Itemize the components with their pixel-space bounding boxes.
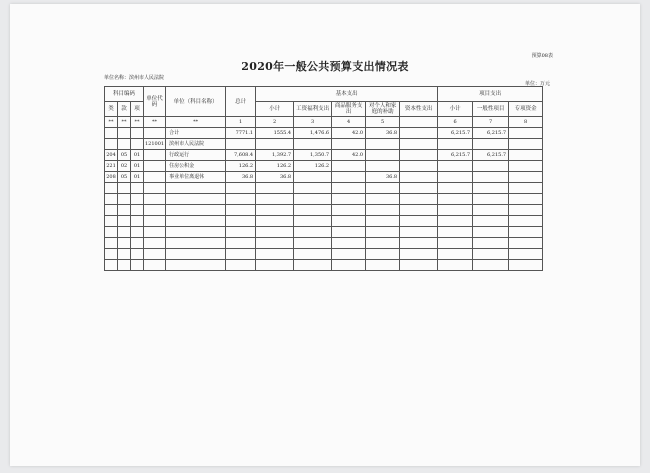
cell-code: 121001 bbox=[144, 139, 166, 150]
empty-cell bbox=[131, 183, 144, 194]
header-personal: 对个人和家庭的补助 bbox=[366, 102, 400, 117]
empty-cell bbox=[366, 194, 400, 205]
empty-cell bbox=[166, 238, 226, 249]
empty-cell bbox=[226, 194, 256, 205]
empty-cell bbox=[509, 238, 543, 249]
cell-subtotal bbox=[256, 139, 294, 150]
empty-cell bbox=[131, 205, 144, 216]
empty-cell bbox=[256, 249, 294, 260]
empty-cell bbox=[438, 194, 473, 205]
index-cell: 7 bbox=[473, 117, 509, 128]
header-project-subtotal: 小计 bbox=[438, 102, 473, 117]
cell-total: 36.8 bbox=[226, 172, 256, 183]
empty-cell bbox=[366, 249, 400, 260]
cell-p-general: 6,215.7 bbox=[473, 150, 509, 161]
empty-cell bbox=[366, 216, 400, 227]
empty-cell bbox=[332, 183, 366, 194]
empty-cell bbox=[226, 205, 256, 216]
empty-cell bbox=[118, 238, 131, 249]
cell-p-subtotal bbox=[438, 161, 473, 172]
empty-cell bbox=[166, 260, 226, 271]
cell-capital bbox=[400, 128, 438, 139]
empty-cell bbox=[131, 216, 144, 227]
empty-cell bbox=[400, 249, 438, 260]
empty-cell bbox=[105, 205, 118, 216]
cell-wages: 126.2 bbox=[294, 161, 332, 172]
cell-subtotal: 126.2 bbox=[256, 161, 294, 172]
empty-cell bbox=[332, 216, 366, 227]
cell-p-subtotal bbox=[438, 172, 473, 183]
cell-code bbox=[144, 128, 166, 139]
index-cell: 3 bbox=[294, 117, 332, 128]
empty-cell bbox=[332, 205, 366, 216]
page-title: 2020年一般公共预算支出情况表 bbox=[241, 60, 409, 73]
empty-cell bbox=[438, 216, 473, 227]
empty-cell bbox=[118, 205, 131, 216]
cell-goods bbox=[332, 161, 366, 172]
index-cell bbox=[400, 117, 438, 128]
empty-cell bbox=[400, 183, 438, 194]
empty-cell bbox=[473, 249, 509, 260]
empty-cell bbox=[473, 216, 509, 227]
form-tag: 预算08表 bbox=[531, 53, 553, 59]
cell-p-special bbox=[509, 150, 543, 161]
empty-cell bbox=[131, 238, 144, 249]
empty-cell bbox=[509, 249, 543, 260]
empty-cell bbox=[256, 205, 294, 216]
empty-cell bbox=[226, 260, 256, 271]
empty-cell bbox=[400, 260, 438, 271]
cell-capital bbox=[400, 150, 438, 161]
cell-wages: 1,476.6 bbox=[294, 128, 332, 139]
empty-cell bbox=[226, 238, 256, 249]
empty-row bbox=[105, 260, 543, 271]
empty-cell bbox=[294, 238, 332, 249]
cell-lei bbox=[105, 139, 118, 150]
cell-code bbox=[144, 150, 166, 161]
empty-row bbox=[105, 249, 543, 260]
empty-cell bbox=[105, 183, 118, 194]
cell-subtotal: 1555.4 bbox=[256, 128, 294, 139]
empty-cell bbox=[332, 260, 366, 271]
empty-cell bbox=[256, 260, 294, 271]
budget-table bbox=[104, 86, 543, 271]
empty-row bbox=[105, 238, 543, 249]
cell-kuan bbox=[118, 128, 131, 139]
empty-cell bbox=[438, 260, 473, 271]
cell-kuan: 05 bbox=[118, 150, 131, 161]
empty-cell bbox=[294, 260, 332, 271]
cell-wages bbox=[294, 172, 332, 183]
empty-cell bbox=[105, 238, 118, 249]
empty-cell bbox=[509, 183, 543, 194]
empty-cell bbox=[438, 238, 473, 249]
cell-p-special bbox=[509, 128, 543, 139]
cell-name: 住房公积金 bbox=[166, 161, 226, 172]
empty-cell bbox=[366, 183, 400, 194]
table-row bbox=[105, 172, 543, 183]
empty-cell bbox=[366, 205, 400, 216]
header-kuan: 款 bbox=[118, 102, 131, 117]
cell-personal bbox=[366, 139, 400, 150]
empty-cell bbox=[144, 205, 166, 216]
empty-row bbox=[105, 183, 543, 194]
cell-xiang bbox=[131, 139, 144, 150]
unit-name: 单位名称：滨州市人民法院 bbox=[104, 75, 165, 81]
empty-cell bbox=[400, 194, 438, 205]
cell-kuan: 05 bbox=[118, 172, 131, 183]
cell-wages bbox=[294, 139, 332, 150]
empty-cell bbox=[400, 205, 438, 216]
cell-total: 7,608.4 bbox=[226, 150, 256, 161]
empty-cell bbox=[473, 183, 509, 194]
empty-cell bbox=[166, 205, 226, 216]
cell-kuan: 02 bbox=[118, 161, 131, 172]
table-row bbox=[105, 139, 543, 150]
empty-cell bbox=[400, 227, 438, 238]
empty-cell bbox=[105, 216, 118, 227]
empty-cell bbox=[118, 249, 131, 260]
empty-cell bbox=[438, 249, 473, 260]
header-unit-name: 单位（科目名称） bbox=[166, 87, 226, 117]
empty-cell bbox=[166, 249, 226, 260]
empty-cell bbox=[294, 205, 332, 216]
header-wages: 工资福利支出 bbox=[294, 102, 332, 117]
empty-cell bbox=[332, 227, 366, 238]
index-cell: 8 bbox=[509, 117, 543, 128]
header-special-funds: 专项资金 bbox=[509, 102, 543, 117]
empty-cell bbox=[400, 238, 438, 249]
cell-total: 126.2 bbox=[226, 161, 256, 172]
index-cell: 1 bbox=[226, 117, 256, 128]
cell-xiang: 01 bbox=[131, 161, 144, 172]
cell-code bbox=[144, 161, 166, 172]
cell-p-special bbox=[509, 172, 543, 183]
header-project: 项目支出 bbox=[438, 87, 543, 102]
empty-cell bbox=[366, 260, 400, 271]
index-cell: ** bbox=[118, 117, 131, 128]
currency-unit: 单位：万元 bbox=[524, 81, 550, 87]
empty-cell bbox=[144, 216, 166, 227]
cell-personal bbox=[366, 150, 400, 161]
empty-cell bbox=[131, 249, 144, 260]
empty-cell bbox=[332, 238, 366, 249]
header-goods: 商品服务支出 bbox=[332, 102, 366, 117]
empty-cell bbox=[226, 183, 256, 194]
index-cell: ** bbox=[166, 117, 226, 128]
empty-cell bbox=[105, 260, 118, 271]
empty-cell bbox=[256, 238, 294, 249]
empty-cell bbox=[256, 227, 294, 238]
cell-kuan bbox=[118, 139, 131, 150]
cell-xiang: 01 bbox=[131, 172, 144, 183]
index-cell: ** bbox=[144, 117, 166, 128]
index-cell: 6 bbox=[438, 117, 473, 128]
empty-cell bbox=[144, 249, 166, 260]
table-row bbox=[105, 161, 543, 172]
cell-lei bbox=[105, 128, 118, 139]
cell-capital bbox=[400, 161, 438, 172]
empty-cell bbox=[473, 260, 509, 271]
empty-cell bbox=[226, 216, 256, 227]
cell-wages: 1,350.7 bbox=[294, 150, 332, 161]
cell-p-general: 6,215.7 bbox=[473, 128, 509, 139]
empty-cell bbox=[473, 194, 509, 205]
cell-capital bbox=[400, 172, 438, 183]
cell-lei: 204 bbox=[105, 150, 118, 161]
index-cell: 5 bbox=[366, 117, 400, 128]
cell-capital bbox=[400, 139, 438, 150]
empty-cell bbox=[473, 238, 509, 249]
index-row bbox=[105, 117, 543, 128]
cell-goods bbox=[332, 172, 366, 183]
empty-cell bbox=[294, 194, 332, 205]
cell-personal: 36.8 bbox=[366, 128, 400, 139]
cell-name: 行政运行 bbox=[166, 150, 226, 161]
empty-cell bbox=[144, 227, 166, 238]
empty-cell bbox=[105, 249, 118, 260]
empty-cell bbox=[332, 249, 366, 260]
cell-goods bbox=[332, 139, 366, 150]
empty-cell bbox=[226, 227, 256, 238]
empty-cell bbox=[294, 216, 332, 227]
cell-subtotal: 1,392.7 bbox=[256, 150, 294, 161]
cell-p-subtotal: 6,215.7 bbox=[438, 150, 473, 161]
empty-cell bbox=[294, 249, 332, 260]
empty-cell bbox=[144, 194, 166, 205]
cell-name: 事业单位离退休 bbox=[166, 172, 226, 183]
index-cell: 4 bbox=[332, 117, 366, 128]
header-lei: 类 bbox=[105, 102, 118, 117]
empty-cell bbox=[294, 183, 332, 194]
cell-personal bbox=[366, 161, 400, 172]
empty-cell bbox=[400, 216, 438, 227]
empty-cell bbox=[509, 216, 543, 227]
empty-cell bbox=[256, 194, 294, 205]
cell-subtotal: 36.8 bbox=[256, 172, 294, 183]
empty-cell bbox=[509, 260, 543, 271]
empty-row bbox=[105, 216, 543, 227]
empty-cell bbox=[366, 238, 400, 249]
cell-xiang: 01 bbox=[131, 150, 144, 161]
empty-cell bbox=[118, 216, 131, 227]
empty-cell bbox=[366, 227, 400, 238]
empty-cell bbox=[294, 227, 332, 238]
cell-name: 滨州市人民法院 bbox=[166, 139, 226, 150]
empty-cell bbox=[118, 194, 131, 205]
index-cell: ** bbox=[131, 117, 144, 128]
empty-cell bbox=[105, 194, 118, 205]
empty-cell bbox=[438, 183, 473, 194]
empty-cell bbox=[131, 260, 144, 271]
empty-cell bbox=[166, 216, 226, 227]
table-row bbox=[105, 128, 543, 139]
empty-cell bbox=[166, 194, 226, 205]
cell-p-general bbox=[473, 139, 509, 150]
cell-code bbox=[144, 172, 166, 183]
header-subject-code: 科目编码 bbox=[105, 87, 144, 102]
empty-cell bbox=[473, 205, 509, 216]
cell-lei: 221 bbox=[105, 161, 118, 172]
cell-personal: 36.8 bbox=[366, 172, 400, 183]
empty-cell bbox=[131, 227, 144, 238]
empty-cell bbox=[166, 227, 226, 238]
empty-cell bbox=[118, 227, 131, 238]
empty-cell bbox=[438, 227, 473, 238]
cell-xiang bbox=[131, 128, 144, 139]
empty-cell bbox=[509, 205, 543, 216]
empty-cell bbox=[256, 183, 294, 194]
empty-cell bbox=[105, 227, 118, 238]
empty-cell bbox=[332, 194, 366, 205]
empty-cell bbox=[118, 183, 131, 194]
cell-lei: 208 bbox=[105, 172, 118, 183]
cell-name: 合计 bbox=[166, 128, 226, 139]
header-xiang: 项 bbox=[131, 102, 144, 117]
empty-cell bbox=[509, 194, 543, 205]
cell-p-special bbox=[509, 161, 543, 172]
index-cell: 2 bbox=[256, 117, 294, 128]
cell-total bbox=[226, 139, 256, 150]
empty-row bbox=[105, 205, 543, 216]
header-capital: 资本性支出 bbox=[400, 102, 438, 117]
empty-cell bbox=[166, 183, 226, 194]
cell-p-general bbox=[473, 161, 509, 172]
empty-cell bbox=[509, 227, 543, 238]
empty-cell bbox=[131, 194, 144, 205]
cell-goods: 42.0 bbox=[332, 128, 366, 139]
empty-cell bbox=[144, 260, 166, 271]
header-total: 总计 bbox=[226, 87, 256, 117]
empty-cell bbox=[144, 238, 166, 249]
empty-cell bbox=[118, 260, 131, 271]
empty-row bbox=[105, 194, 543, 205]
index-cell: ** bbox=[105, 117, 118, 128]
cell-p-subtotal bbox=[438, 139, 473, 150]
empty-row bbox=[105, 227, 543, 238]
empty-cell bbox=[256, 216, 294, 227]
empty-cell bbox=[144, 183, 166, 194]
empty-cell bbox=[438, 205, 473, 216]
cell-p-special bbox=[509, 139, 543, 150]
cell-p-general bbox=[473, 172, 509, 183]
cell-p-subtotal: 6,215.7 bbox=[438, 128, 473, 139]
header-basic: 基本支出 bbox=[256, 87, 438, 102]
header-basic-subtotal: 小计 bbox=[256, 102, 294, 117]
cell-goods: 42.0 bbox=[332, 150, 366, 161]
cell-total: 7771.1 bbox=[226, 128, 256, 139]
empty-cell bbox=[226, 249, 256, 260]
table-row bbox=[105, 150, 543, 161]
empty-cell bbox=[473, 227, 509, 238]
header-unit-code: 单位代码 bbox=[144, 87, 166, 117]
header-general-project: 一般性项目 bbox=[473, 102, 509, 117]
